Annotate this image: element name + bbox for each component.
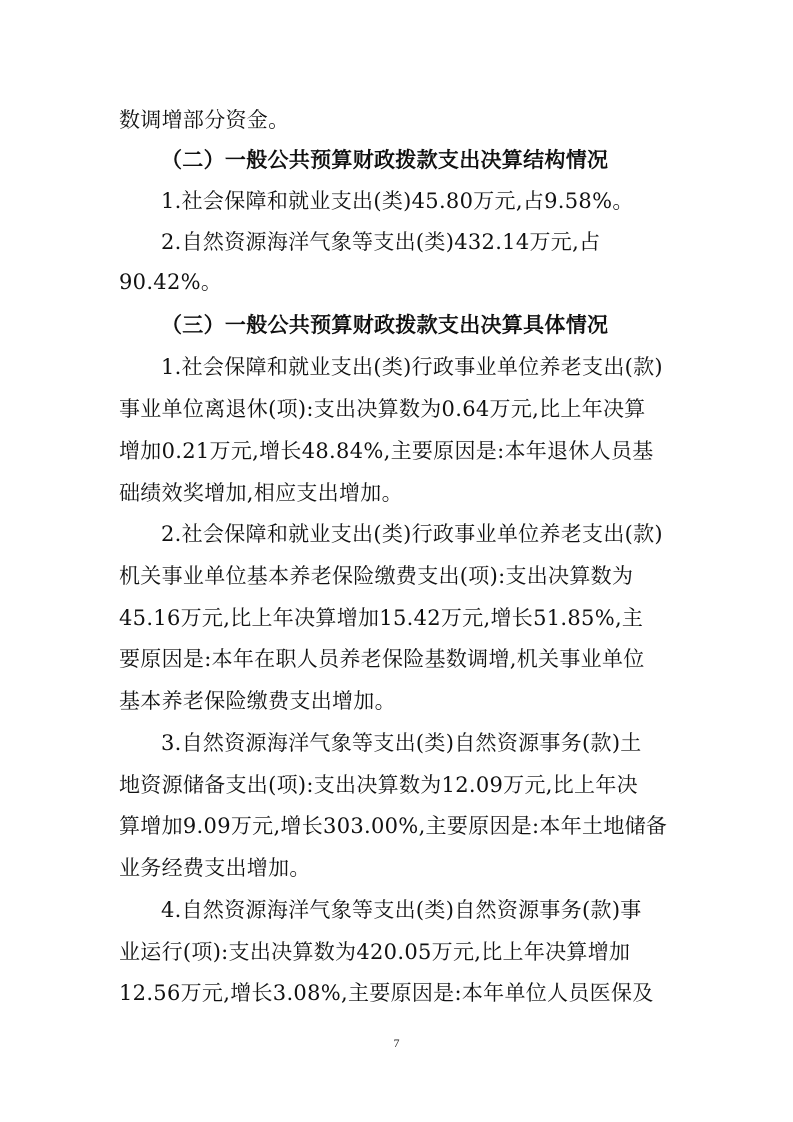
- paragraph-line: 事业单位离退休(项):支出决算数为0.64万元,比上年决算: [119, 397, 646, 421]
- paragraph-line: 1.社会保障和就业支出(类)45.80万元,占9.58%。: [161, 189, 634, 213]
- section-heading: （二）一般公共预算财政拨款支出决算结构情况: [161, 148, 609, 172]
- paragraph-line: 机关事业单位基本养老保险缴费支出(项):支出决算数为: [119, 564, 634, 588]
- paragraph-line: 础绩效奖增加,相应支出增加。: [119, 481, 403, 505]
- page-number: 7: [393, 1036, 400, 1050]
- paragraph-line: 2.社会保障和就业支出(类)行政事业单位养老支出(款): [161, 522, 663, 546]
- paragraph-line: 3.自然资源海洋气象等支出(类)自然资源事务(款)土: [161, 731, 642, 755]
- paragraph-line: 数调增部分资金。: [119, 108, 290, 132]
- paragraph-line: 2.自然资源海洋气象等支出(类)432.14万元,占: [161, 230, 601, 254]
- paragraph-line: 45.16万元,比上年决算增加15.42万元,增长51.85%,主: [119, 606, 644, 630]
- paragraph-line: 地资源储备支出(项):支出决算数为12.09万元,比上年决: [119, 773, 638, 797]
- paragraph-line: 1.社会保障和就业支出(类)行政事业单位养老支出(款): [161, 355, 663, 379]
- paragraph-line: 增加0.21万元,增长48.84%,主要原因是:本年退休人员基: [119, 439, 654, 463]
- paragraph-line: 90.42%。: [119, 270, 223, 294]
- section-heading: （三）一般公共预算财政拨款支出决算具体情况: [161, 313, 609, 337]
- paragraph-line: 基本养老保险缴费支出增加。: [119, 689, 396, 713]
- paragraph-line: 4.自然资源海洋气象等支出(类)自然资源事务(款)事: [161, 898, 642, 922]
- paragraph-line: 业运行(项):支出决算数为420.05万元,比上年决算增加: [119, 940, 631, 964]
- paragraph-line: 12.56万元,增长3.08%,主要原因是:本年单位人员医保及: [119, 981, 654, 1005]
- paragraph-line: 要原因是:本年在职人员养老保险基数调增,机关事业单位: [119, 647, 645, 671]
- paragraph-line: 业务经费支出增加。: [119, 856, 311, 880]
- paragraph-line: 算增加9.09万元,增长303.00%,主要原因是:本年土地储备: [119, 814, 668, 838]
